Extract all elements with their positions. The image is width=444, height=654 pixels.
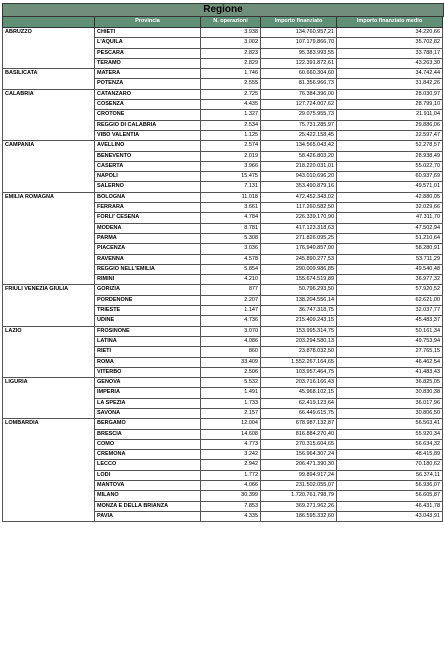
importo-medio-cell: 47.502,94 <box>337 223 443 233</box>
importo-cell: 203.294.580,13 <box>261 336 337 346</box>
operazioni-cell: 2.019 <box>201 151 261 161</box>
operazioni-cell: 3.661 <box>201 203 261 213</box>
importo-cell: 1.552.267.164,65 <box>261 357 337 367</box>
table-row <box>3 28 443 38</box>
provincia-cell: REGGIO DI CALABRIA <box>95 120 201 130</box>
operazioni-cell: 2.725 <box>201 89 261 99</box>
operazioni-cell: 11.018 <box>201 192 261 202</box>
importo-cell: 99.894.917,24 <box>261 470 337 480</box>
operazioni-cell: 3.002 <box>201 38 261 48</box>
importo-medio-cell: 28.799,10 <box>337 100 443 110</box>
importo-cell: 943.010.696,20 <box>261 172 337 182</box>
importo-medio-cell: 62.621,00 <box>337 295 443 305</box>
importo-medio-cell: 32.029,66 <box>337 203 443 213</box>
importo-cell: 62.419.123,64 <box>261 398 337 408</box>
region-cell: BASILICATA <box>3 69 95 90</box>
provincia-cell: FERRARA <box>95 203 201 213</box>
operazioni-cell: 3.966 <box>201 161 261 171</box>
importo-cell: 45.968.102,15 <box>261 388 337 398</box>
operazioni-cell: 5.532 <box>201 378 261 388</box>
operazioni-cell: 1.733 <box>201 398 261 408</box>
importo-medio-cell: 41.483,43 <box>337 367 443 377</box>
importo-cell: 107.179.866,70 <box>261 38 337 48</box>
operazioni-cell: 4.210 <box>201 275 261 285</box>
provincia-cell: FORLI' CESENA <box>95 213 201 223</box>
importo-medio-cell: 30.830,38 <box>337 388 443 398</box>
importo-cell: 678.987.132,87 <box>261 419 337 429</box>
operazioni-cell: 4.335 <box>201 511 261 521</box>
operazioni-cell: 3.938 <box>201 28 261 38</box>
importo-cell: 122.391.872,61 <box>261 58 337 68</box>
importo-cell: 127.724.007,62 <box>261 100 337 110</box>
provincia-cell: POTENZA <box>95 79 201 89</box>
provincia-cell: RAVENNA <box>95 254 201 264</box>
importo-medio-cell: 46.462,54 <box>337 357 443 367</box>
table-row <box>3 285 443 295</box>
provincia-cell: CHIETI <box>95 28 201 38</box>
provincia-cell: PIACENZA <box>95 244 201 254</box>
importo-cell: 156.964.307,24 <box>261 450 337 460</box>
importo-medio-cell: 56.563,41 <box>337 419 443 429</box>
provincia-cell: CASERTA <box>95 161 201 171</box>
provincia-cell: LA SPEZIA <box>95 398 201 408</box>
operazioni-cell: 1.147 <box>201 306 261 316</box>
importo-medio-cell: 22.597,47 <box>337 130 443 140</box>
importo-cell: 417.123.318,63 <box>261 223 337 233</box>
importo-cell: 270.315.604,65 <box>261 439 337 449</box>
importo-cell: 23.878.032,50 <box>261 347 337 357</box>
importo-cell: 271.826.095,25 <box>261 233 337 243</box>
provincia-cell: COSENZA <box>95 100 201 110</box>
table-row <box>3 141 443 151</box>
importo-medio-cell: 33.788,17 <box>337 48 443 58</box>
provincia-cell: AVELLINO <box>95 141 201 151</box>
table-row <box>3 89 443 99</box>
importo-medio-cell: 56.936,07 <box>337 481 443 491</box>
provincia-cell: LECCO <box>95 460 201 470</box>
operazioni-cell: 2.207 <box>201 295 261 305</box>
importo-medio-cell: 30.806,50 <box>337 408 443 418</box>
provincia-cell: GENOVA <box>95 378 201 388</box>
importo-medio-cell: 57.920,52 <box>337 285 443 295</box>
provincia-cell: L'AQUILA <box>95 38 201 48</box>
region-cell: EMILIA ROMAGNA <box>3 192 95 285</box>
operazioni-cell: 7.131 <box>201 182 261 192</box>
importo-medio-cell: 46.431,78 <box>337 501 443 511</box>
header-region <box>3 17 95 28</box>
provincia-cell: CROTONE <box>95 110 201 120</box>
operazioni-cell: 3.070 <box>201 326 261 336</box>
provincia-cell: BENEVENTO <box>95 151 201 161</box>
provincia-cell: MATERA <box>95 69 201 79</box>
importo-medio-cell: 56.374,11 <box>337 470 443 480</box>
importo-cell: 1.720.761.798,79 <box>261 491 337 501</box>
provincia-cell: PESCARA <box>95 48 201 58</box>
operazioni-cell: 2.534 <box>201 120 261 130</box>
importo-medio-cell: 60.937,69 <box>337 172 443 182</box>
importo-medio-cell: 56.605,87 <box>337 491 443 501</box>
importo-cell: 95.383.993,55 <box>261 48 337 58</box>
importo-medio-cell: 31.842,26 <box>337 79 443 89</box>
importo-medio-cell: 51.210,64 <box>337 233 443 243</box>
importo-cell: 155.674.519,89 <box>261 275 337 285</box>
operazioni-cell: 33.409 <box>201 357 261 367</box>
importo-medio-cell: 43.043,91 <box>337 511 443 521</box>
operazioni-cell: 2.555 <box>201 79 261 89</box>
operazioni-cell: 2.942 <box>201 460 261 470</box>
provincia-cell: UDINE <box>95 316 201 326</box>
operazioni-cell: 2.506 <box>201 367 261 377</box>
importo-medio-cell: 36.977,32 <box>337 275 443 285</box>
importo-medio-cell: 34.742,44 <box>337 69 443 79</box>
region-cell: ABRUZZO <box>3 28 95 69</box>
header-operazioni: N. operazioni <box>201 17 261 28</box>
provincia-cell: GORIZIA <box>95 285 201 295</box>
table-title: Regione <box>2 3 444 17</box>
operazioni-cell: 8.781 <box>201 223 261 233</box>
provincia-cell: PORDENONE <box>95 295 201 305</box>
provincia-cell: IMPERIA <box>95 388 201 398</box>
importo-medio-cell: 48.415,89 <box>337 450 443 460</box>
operazioni-cell: 14.608 <box>201 429 261 439</box>
importo-medio-cell: 28.030,97 <box>337 89 443 99</box>
importo-medio-cell: 36.017,96 <box>337 398 443 408</box>
importo-cell: 203.716.166,43 <box>261 378 337 388</box>
operazioni-cell: 3.242 <box>201 450 261 460</box>
region-cell: LOMBARDIA <box>3 419 95 522</box>
importo-medio-cell: 35.702,82 <box>337 38 443 48</box>
provincia-cell: MANTOVA <box>95 481 201 491</box>
importo-cell: 29.075.955,73 <box>261 110 337 120</box>
operazioni-cell: 877 <box>201 285 261 295</box>
operazioni-cell: 2.823 <box>201 48 261 58</box>
provincia-cell: BOLOGNA <box>95 192 201 202</box>
operazioni-cell: 30.399 <box>201 491 261 501</box>
operazioni-cell: 15.475 <box>201 172 261 182</box>
importo-medio-cell: 45.483,37 <box>337 316 443 326</box>
region-cell: FRIULI VENEZIA GIULIA <box>3 285 95 326</box>
provincia-cell: MODENA <box>95 223 201 233</box>
provincia-cell: COMO <box>95 439 201 449</box>
header-importo-medio: Importo finanziato medio <box>337 17 443 28</box>
importo-cell: 76.384.396,00 <box>261 89 337 99</box>
operazioni-cell: 2.829 <box>201 58 261 68</box>
importo-medio-cell: 49.540,48 <box>337 264 443 274</box>
importo-cell: 66.449.615,75 <box>261 408 337 418</box>
operazioni-cell: 2.157 <box>201 408 261 418</box>
operazioni-cell: 4.435 <box>201 100 261 110</box>
operazioni-cell: 4.578 <box>201 254 261 264</box>
importo-medio-cell: 34.220,66 <box>337 28 443 38</box>
provincia-cell: LATINA <box>95 336 201 346</box>
operazioni-cell: 4.784 <box>201 213 261 223</box>
operazioni-cell: 12.004 <box>201 419 261 429</box>
operazioni-cell: 1.125 <box>201 130 261 140</box>
provincia-cell: REGGIO NELL'EMILIA <box>95 264 201 274</box>
importo-cell: 103.957.464,75 <box>261 367 337 377</box>
importo-medio-cell: 58.280,91 <box>337 244 443 254</box>
operazioni-cell: 5.308 <box>201 233 261 243</box>
operazioni-cell: 1.772 <box>201 470 261 480</box>
importo-cell: 134.760.957,21 <box>261 28 337 38</box>
operazioni-cell: 2.574 <box>201 141 261 151</box>
table-row <box>3 378 443 388</box>
provincia-cell: CATANZARO <box>95 89 201 99</box>
header-importo: Importo finanziato <box>261 17 337 28</box>
operazioni-cell: 7.853 <box>201 501 261 511</box>
importo-cell: 50.796.293,50 <box>261 285 337 295</box>
importo-cell: 75.731.285,97 <box>261 120 337 130</box>
importo-cell: 816.884.270,40 <box>261 429 337 439</box>
importo-cell: 353.490.879,16 <box>261 182 337 192</box>
provincia-cell: SAVONA <box>95 408 201 418</box>
importo-cell: 138.204.556,14 <box>261 295 337 305</box>
table-row <box>3 419 443 429</box>
operazioni-cell: 3.036 <box>201 244 261 254</box>
importo-cell: 60.660.304,60 <box>261 69 337 79</box>
provincia-cell: SALERNO <box>95 182 201 192</box>
importo-cell: 206.471.390,30 <box>261 460 337 470</box>
importo-cell: 25.422.158,45 <box>261 130 337 140</box>
importo-medio-cell: 56.634,32 <box>337 439 443 449</box>
importo-cell: 36.747.318,75 <box>261 306 337 316</box>
importo-cell: 472.452.343,02 <box>261 192 337 202</box>
provincia-cell: FROSINONE <box>95 326 201 336</box>
importo-medio-cell: 43.263,30 <box>337 58 443 68</box>
importo-medio-cell: 29.886,06 <box>337 120 443 130</box>
importo-cell: 176.940.857,00 <box>261 244 337 254</box>
operazioni-cell: 860 <box>201 347 261 357</box>
importo-cell: 134.565.043,42 <box>261 141 337 151</box>
importo-medio-cell: 49.753,94 <box>337 336 443 346</box>
provincia-cell: CREMONA <box>95 450 201 460</box>
importo-medio-cell: 70.180,62 <box>337 460 443 470</box>
provincia-cell: VITERBO <box>95 367 201 377</box>
provincia-cell: TRIESTE <box>95 306 201 316</box>
importo-cell: 245.890.277,53 <box>261 254 337 264</box>
provincia-cell: MILANO <box>95 491 201 501</box>
importo-cell: 218.220.031,01 <box>261 161 337 171</box>
table-row <box>3 69 443 79</box>
region-cell: LAZIO <box>3 326 95 377</box>
operazioni-cell: 1.327 <box>201 110 261 120</box>
importo-medio-cell: 52.278,57 <box>337 141 443 151</box>
header-provincia: Provincia <box>95 17 201 28</box>
importo-medio-cell: 32.037,77 <box>337 306 443 316</box>
data-table <box>2 16 443 522</box>
provincia-cell: ROMA <box>95 357 201 367</box>
operazioni-cell: 1.746 <box>201 69 261 79</box>
operazioni-cell: 4.773 <box>201 439 261 449</box>
provincia-cell: RIETI <box>95 347 201 357</box>
region-cell: CAMPANIA <box>3 141 95 192</box>
importo-cell: 369.271.962,26 <box>261 501 337 511</box>
importo-cell: 81.356.966,73 <box>261 79 337 89</box>
provincia-cell: RIMINI <box>95 275 201 285</box>
provincia-cell: BRESCIA <box>95 429 201 439</box>
importo-cell: 117.260.582,50 <box>261 203 337 213</box>
provincia-cell: PAVIA <box>95 511 201 521</box>
importo-medio-cell: 27.765,15 <box>337 347 443 357</box>
importo-cell: 215.409.243,15 <box>261 316 337 326</box>
operazioni-cell: 1.491 <box>201 388 261 398</box>
provincia-cell: LODI <box>95 470 201 480</box>
operazioni-cell: 5.854 <box>201 264 261 274</box>
region-cell: LIGURIA <box>3 378 95 419</box>
importo-cell: 226.339.170,90 <box>261 213 337 223</box>
importo-medio-cell: 50.161,34 <box>337 326 443 336</box>
region-cell: CALABRIA <box>3 89 95 140</box>
provincia-cell: NAPOLI <box>95 172 201 182</box>
importo-medio-cell: 55.022,70 <box>337 161 443 171</box>
importo-cell: 186.595.332,60 <box>261 511 337 521</box>
importo-cell: 231.502.055,07 <box>261 481 337 491</box>
importo-medio-cell: 42.880,05 <box>337 192 443 202</box>
provincia-cell: VIBO VALENTIA <box>95 130 201 140</box>
importo-cell: 58.426.803,20 <box>261 151 337 161</box>
provincia-cell: MONZA E DELLA BRIANZA <box>95 501 201 511</box>
table-row <box>3 192 443 202</box>
provincia-cell: PARMA <box>95 233 201 243</box>
importo-medio-cell: 21.911,04 <box>337 110 443 120</box>
header-row <box>3 17 443 28</box>
table-row <box>3 326 443 336</box>
operazioni-cell: 4.736 <box>201 316 261 326</box>
operazioni-cell: 4.086 <box>201 336 261 346</box>
importo-cell: 153.995.314,75 <box>261 326 337 336</box>
provincia-cell: TERAMO <box>95 58 201 68</box>
importo-medio-cell: 53.711,29 <box>337 254 443 264</box>
provincia-cell: BERGAMO <box>95 419 201 429</box>
operazioni-cell: 4.066 <box>201 481 261 491</box>
importo-medio-cell: 28.938,49 <box>337 151 443 161</box>
importo-medio-cell: 55.920,34 <box>337 429 443 439</box>
importo-cell: 290.009.986,85 <box>261 264 337 274</box>
importo-medio-cell: 36.825,05 <box>337 378 443 388</box>
importo-medio-cell: 47.311,70 <box>337 213 443 223</box>
importo-medio-cell: 49.571,01 <box>337 182 443 192</box>
